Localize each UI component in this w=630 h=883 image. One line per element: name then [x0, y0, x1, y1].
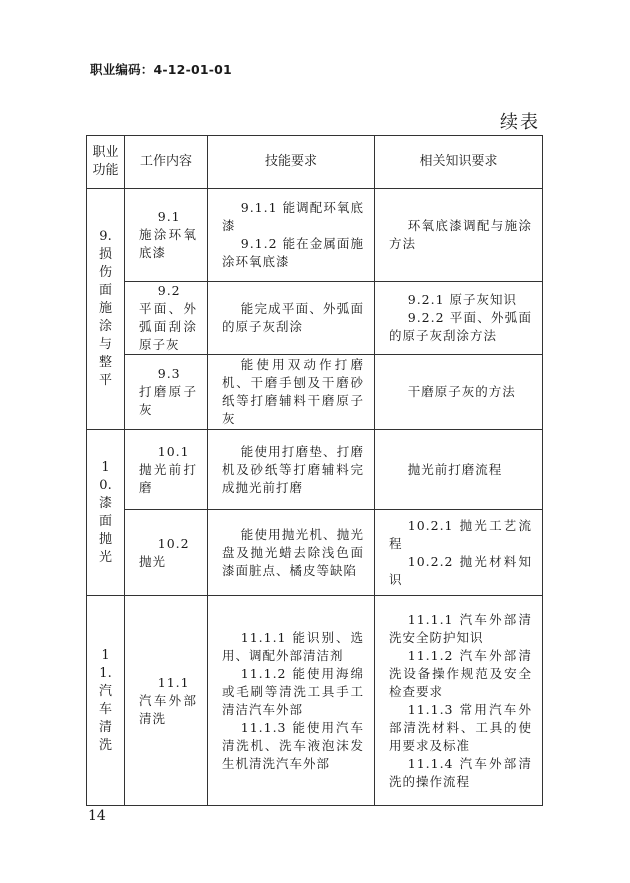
table-header-row [87, 136, 543, 189]
table-row [87, 430, 543, 510]
table-row [87, 189, 543, 282]
work-cell: 9.1 施涂环氧底漆 [125, 189, 208, 282]
header-work-content: 工作内容 [125, 136, 208, 189]
page-number: 14 [88, 808, 106, 824]
work-cell: 10.2 抛光 [125, 510, 208, 596]
function-cell: 10.漆面抛光 [87, 430, 125, 596]
skill-cell: 能完成平面、外弧面的原子灰刮涂 [208, 282, 375, 355]
work-cell: 9.3 打磨原子灰 [125, 355, 208, 430]
occupation-code: 职业编码：4-12-01-01 [90, 62, 232, 77]
knowledge-cell: 干磨原子灰的方法 [375, 355, 543, 430]
work-cell: 9.2 平面、外弧面刮涂原子灰 [125, 282, 208, 355]
continued-table-label: 续表 [500, 112, 540, 133]
knowledge-cell: 抛光前打磨流程 [375, 430, 543, 510]
table-row [87, 510, 543, 596]
knowledge-cell: 9.2.1 原子灰知识 9.2.2 平面、外弧面的原子灰刮涂方法 [375, 282, 543, 355]
function-cell: 11.汽车清洗 [87, 596, 125, 806]
header-skill-requirements: 技能要求 [208, 136, 375, 189]
table-row [87, 282, 543, 355]
header-function: 职业功能 [87, 136, 125, 189]
knowledge-cell: 环氧底漆调配与施涂方法 [375, 189, 543, 282]
table-row [87, 596, 543, 806]
table-row [87, 355, 543, 430]
knowledge-cell: 10.2.1 抛光工艺流程 10.2.2 抛光材料知识 [375, 510, 543, 596]
skill-cell: 能使用抛光机、抛光盘及抛光蜡去除浅色面漆面脏点、橘皮等缺陷 [208, 510, 375, 596]
knowledge-cell: 11.1.1 汽车外部清洗安全防护知识 11.1.2 汽车外部清洗设备操作规范及安全检查要求 11.1.3 常用汽车外部清洗材料、工具的使用要求及标准 11.1.4 汽车外部清洗的操作流程 [375, 596, 543, 806]
work-cell: 10.1 抛光前打磨 [125, 430, 208, 510]
skill-cell: 9.1.1 能调配环氧底漆 9.1.2 能在金属面施涂环氧底漆 [208, 189, 375, 282]
skill-cell: 能使用打磨垫、打磨机及砂纸等打磨辅料完成抛光前打磨 [208, 430, 375, 510]
skill-cell: 能使用双动作打磨机、干磨手刨及干磨砂纸等打磨辅料干磨原子灰 [208, 355, 375, 430]
work-cell: 11.1 汽车外部清洗 [125, 596, 208, 806]
function-cell: 9.损伤面施涂与整平 [87, 189, 125, 430]
header-knowledge-requirements: 相关知识要求 [375, 136, 543, 189]
skill-cell: 11.1.1 能识别、选用、调配外部清洁剂 11.1.2 能使用海绵或毛刷等清洗工具手工清洁汽车外部 11.1.3 能使用汽车清洗机、洗车液泡沫发生机清洗汽车外部 [208, 596, 375, 806]
skills-table [86, 135, 543, 806]
